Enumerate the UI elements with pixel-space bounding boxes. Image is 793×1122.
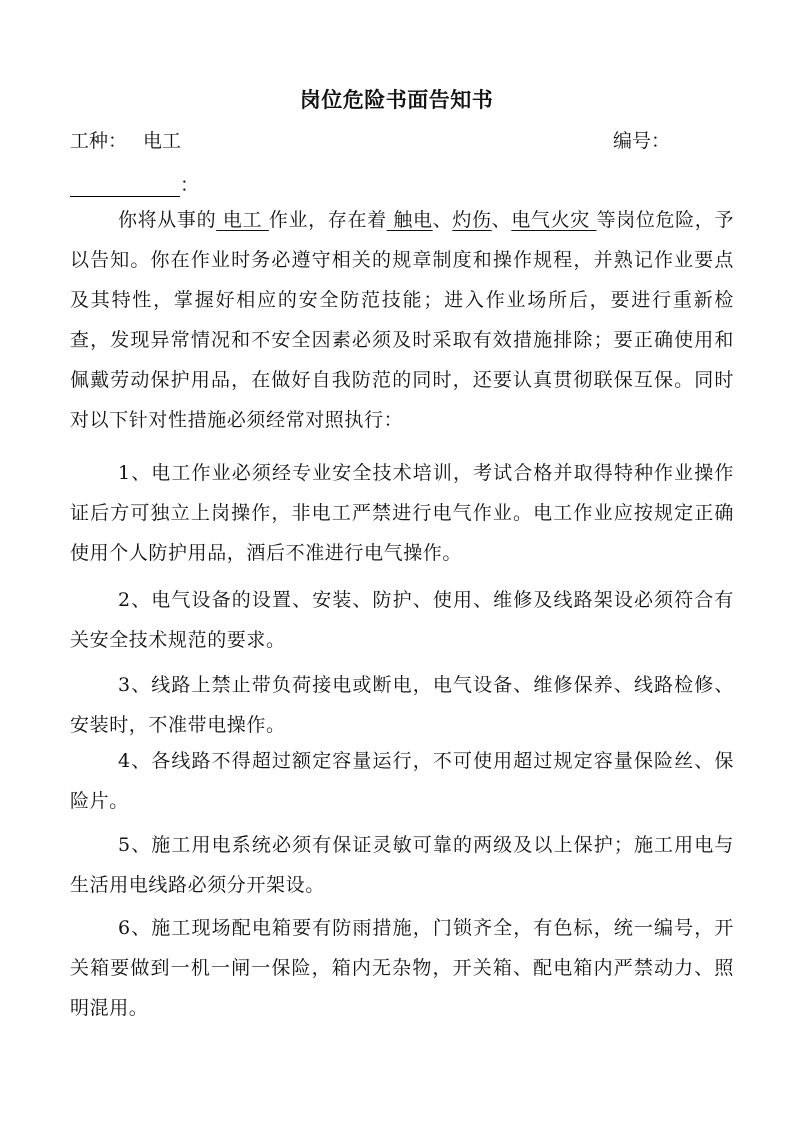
hazard-electric-shock: 触电 bbox=[386, 209, 433, 231]
recipient-line bbox=[70, 170, 199, 197]
item-1: 1、电工作业必须经专业安全技术培训，考试合格并取得特种作业操作证后方可独立上岗操作，非电工严禁进行电气作业。电工作业应按规定正确使用个人防护用品，酒后不准进行电气操作。 bbox=[70, 462, 734, 564]
recipient-colon: ： bbox=[180, 174, 200, 196]
separator: 、 bbox=[432, 209, 453, 231]
job-type-label: 工种： bbox=[70, 130, 128, 152]
hazard-electrical-fire: 电气火灾 bbox=[511, 209, 597, 231]
meta-row bbox=[70, 126, 730, 156]
item-3: 3、线路上禁止带负荷接电或断电，电气设备、维修保养、线路检修、安装时，不准带电操作。 bbox=[70, 674, 734, 736]
job-underlined: 电工 bbox=[216, 209, 269, 231]
intro-text: 等岗位危险，予以告知。你在作业时务必遵守相关的规章制度和操作规程，并熟记作业要点及其特性，掌握好相应的安全防范技能；进入作业场所后，要进行重新检查，发现异常情况和不安全因素必须及时采取有效措施排除；要正确使用和佩戴劳动保护用品，在做好自我防范的同时，还要认真贯彻联保互保。同时对以下针对性措施必须经常对照执行： bbox=[70, 209, 735, 431]
item-4: 4、各线路不得超过额定容量运行，不可使用超过规定容量保险丝、保险片。 bbox=[70, 750, 734, 812]
job-type bbox=[70, 126, 181, 153]
hazard-burn: 灼伤 bbox=[452, 209, 492, 231]
job-type-value: 电工 bbox=[143, 130, 182, 152]
document-number bbox=[613, 126, 670, 153]
separator: 、 bbox=[491, 209, 512, 231]
item-5: 5、施工用电系统必须有保证灵敏可靠的两级及以上保护；施工用电与生活用电线路必须分开架设。 bbox=[70, 834, 734, 896]
recipient-blank bbox=[70, 178, 180, 197]
document-title: 岗位危险书面告知书 bbox=[299, 88, 494, 112]
item-2: 2、电气设备的设置、安装、防护、使用、维修及线路架设必须符合有关安全技术规范的要求。 bbox=[70, 589, 734, 651]
intro-paragraph bbox=[70, 200, 734, 440]
intro-text: 你将从事的 bbox=[118, 209, 217, 231]
intro-text: 作业，存在着 bbox=[268, 209, 387, 231]
number-label: 编号： bbox=[613, 130, 671, 152]
item-6: 6、施工现场配电箱要有防雨措施，门锁齐全，有色标，统一编号，开关箱要做到一机一闸一保险，箱内无杂物，开关箱、配电箱内严禁动力、照明混用。 bbox=[70, 917, 734, 1019]
